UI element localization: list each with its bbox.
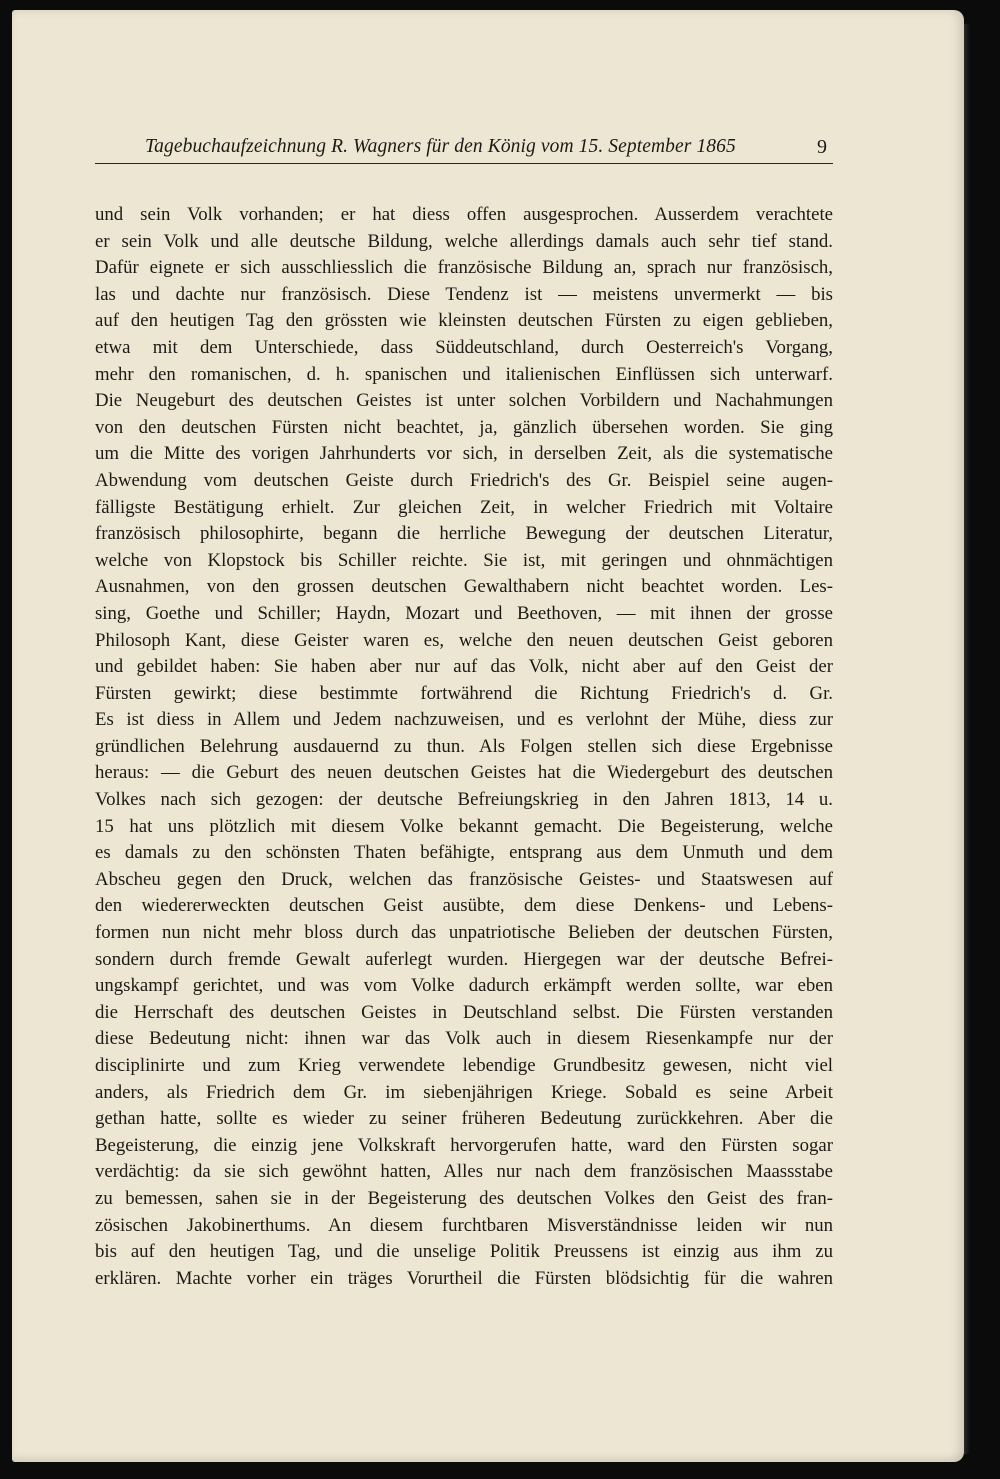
text-line: es damals zu den schönsten Thaten befähigte, entsprang aus dem Unmuth und dem: [95, 842, 833, 864]
text-line: etwa mit dem Unterschiede, dass Süddeutschland, durch Oesterreich's Vorgang,: [95, 336, 833, 358]
text-line: Die Neugeburt des deutschen Geistes ist unter solchen Vorbildern und Nachahmungen: [95, 390, 833, 412]
text-line: Ausnahmen, von den grossen deutschen Gewalthabern nicht beachtet worden. Les-: [95, 576, 833, 598]
text-line: sing, Goethe und Schiller; Haydn, Mozart und Beethoven, — mit ihnen der grosse: [95, 602, 833, 624]
text-line: zösischen Jakobinerthums. An diesem furchtbaren Misverständnisse leiden wir nun: [95, 1214, 833, 1236]
text-line: Volkes nach sich gezogen: der deutsche Befreiungskrieg in den Jahren 1813, 14 u.: [95, 789, 833, 811]
text-line: verdächtig: da sie sich gewöhnt hatten, Alles nur nach dem französischen Maassstabe: [95, 1161, 833, 1183]
text-line: sondern durch fremde Gewalt auferlegt wurden. Hiergegen war der deutsche Befrei-: [95, 948, 833, 970]
running-header: [95, 128, 833, 162]
text-line: gründlichen Belehrung ausdauernd zu thun. Als Folgen stellen sich diese Ergebnisse: [95, 735, 833, 757]
text-line: las und dachte nur französisch. Diese Tendenz ist — meistens unvermerkt — bis: [95, 283, 833, 305]
text-line: Abwendung vom deutschen Geiste durch Friedrich's des Gr. Beispiel seine augen-: [95, 469, 833, 491]
text-line: Es ist diess in Allem und Jedem nachzuweisen, und es verlohnt der Mühe, diess zur: [95, 709, 833, 731]
text-line: diese Bedeutung nicht: ihnen war das Volk auch in diesem Riesenkampfe nur der: [95, 1028, 833, 1050]
text-line: Dafür eignete er sich ausschliesslich die französische Bildung an, sprach nur französisch,: [95, 257, 833, 279]
text-line: Abscheu gegen den Druck, welchen das französische Geistes- und Staatswesen auf: [95, 868, 833, 890]
text-line: den wiedererweckten deutschen Geist ausübte, dem diese Denkens- und Lebens-: [95, 895, 833, 917]
text-line: Fürsten gewirkt; diese bestimmte fortwährend die Richtung Friedrich's d. Gr.: [95, 682, 833, 704]
text-line: Philosoph Kant, diese Geister waren es, welche den neuen deutschen Geist geboren: [95, 629, 833, 651]
text-line: und gebildet haben: Sie haben aber nur auf das Volk, nicht aber auf den Geist der: [95, 656, 833, 678]
text-line: ungskampf gerichtet, und was vom Volke dadurch erkämpft werden sollte, war eben: [95, 975, 833, 997]
text-line: gethan hatte, sollte es wieder zu seiner früheren Bedeutung zurückkehren. Aber die: [95, 1108, 833, 1130]
text-line: mehr den romanischen, d. h. spanischen und italienischen Einflüssen sich unterwarf.: [95, 363, 833, 385]
text-line: anders, als Friedrich dem Gr. im siebenjährigen Kriege. Sobald es seine Arbeit: [95, 1081, 833, 1103]
text-line: formen nun nicht mehr bloss durch das unpatriotische Belieben der deutschen Fürsten,: [95, 922, 833, 944]
text-line: fälligste Bestätigung erhielt. Zur gleichen Zeit, in welcher Friedrich mit Voltaire: [95, 496, 833, 518]
text-line: auf den heutigen Tag den grössten wie kleinsten deutschen Fürsten zu eigen geblieben,: [95, 310, 833, 332]
text-line: die Herrschaft des deutschen Geistes in Deutschland selbst. Die Fürsten verstanden: [95, 1001, 833, 1023]
text-line: von den deutschen Fürsten nicht beachtet, ja, gänzlich übersehen worden. Sie ging: [95, 416, 833, 438]
text-line: erklären. Machte vorher ein träges Vorurtheil die Fürsten blödsichtig für die wahren: [95, 1267, 833, 1289]
text-line: 15 hat uns plötzlich mit diesem Volke bekannt gemacht. Die Begeisterung, welche: [95, 815, 833, 837]
text-line: Begeisterung, die einzig jene Volkskraft hervorgerufen hatte, ward den Fürsten sogar: [95, 1134, 833, 1156]
page-number: 9: [817, 136, 827, 158]
text-line: und sein Volk vorhanden; er hat diess offen ausgesprochen. Ausserdem verachtete: [95, 204, 833, 225]
text-line: um die Mitte des vorigen Jahrhunderts vor sich, in derselben Zeit, als die systematische: [95, 443, 833, 465]
running-header-title: Tagebuchaufzeichnung R. Wagners für den König vom 15. September 1865: [145, 136, 736, 157]
text-line: französisch philosophirte, begann die herrliche Bewegung der deutschen Literatur,: [95, 523, 833, 545]
text-line: disciplinirte und zum Krieg verwendete lebendige Grundbesitz gewesen, nicht viel: [95, 1055, 833, 1076]
text-line: er sein Volk und alle deutsche Bildung, welche allerdings damals auch sehr tief stand.: [95, 230, 833, 252]
page-edge: [964, 24, 970, 1454]
text-line: heraus: — die Geburt des neuen deutschen Geistes hat die Wiedergeburt des deutschen: [95, 762, 833, 784]
header-rule: [95, 163, 833, 164]
body-text: [95, 202, 833, 1292]
text-line: welche von Klopstock bis Schiller reichte. Sie ist, mit geringen und ohnmächtigen: [95, 549, 833, 571]
text-line: bis auf den heutigen Tag, und die unselige Politik Preussens ist einzig aus ihm zu: [95, 1241, 833, 1263]
text-line: zu bemessen, sahen sie in der Begeisterung des deutschen Volkes den Geist des fran-: [95, 1187, 833, 1209]
